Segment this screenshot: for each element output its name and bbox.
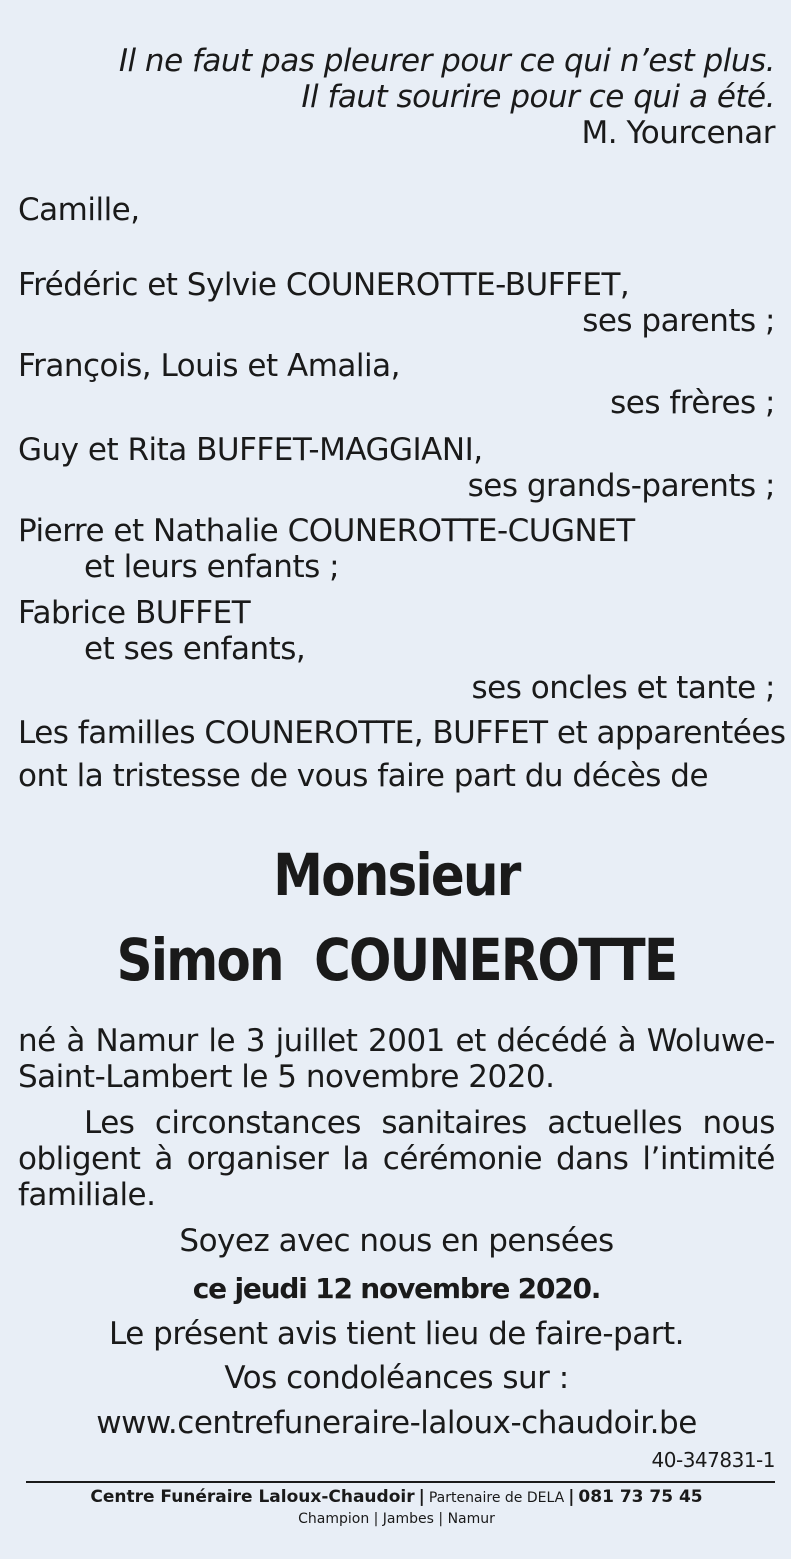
- birth-word: juillet: [275, 1023, 358, 1059]
- circumstances-line-2: [18, 1140, 775, 1178]
- birth-word: le: [208, 1023, 236, 1059]
- circumstances-line-3: familiale.: [18, 1177, 156, 1213]
- circumstances-word: à: [154, 1141, 173, 1177]
- family-uncles-relation: ses oncles et tante ;: [471, 670, 775, 706]
- quote-line-2: Il faut sourire pour ce qui a été.: [301, 79, 775, 115]
- circumstances-word: circonstances: [154, 1105, 361, 1141]
- birth-line-1: [18, 1022, 775, 1060]
- circumstances-word: cérémonie: [382, 1141, 543, 1177]
- quote-line-1: Il ne faut pas pleurer pour ce qui n’est plus.: [118, 43, 775, 79]
- circumstances-word: obligent: [18, 1141, 141, 1177]
- circumstances-word: actuelles: [547, 1105, 683, 1141]
- deceased-title: Monsieur: [273, 841, 520, 909]
- circumstances-word: la: [342, 1141, 369, 1177]
- birth-word: Namur: [95, 1023, 198, 1059]
- family-grandparents-names: Guy et Rita BUFFET-MAGGIANI,: [18, 432, 483, 468]
- birth-word: né: [18, 1023, 56, 1059]
- family-uncle2-names: Fabrice BUFFET: [18, 595, 251, 631]
- quote-author: M. Yourcenar: [581, 115, 775, 151]
- birth-word: 2001: [368, 1023, 445, 1059]
- birth-line-2: Saint-Lambert le 5 novembre 2020.: [18, 1059, 555, 1095]
- birth-word: Woluwe-: [646, 1023, 775, 1059]
- circumstances-line-1: [84, 1104, 775, 1142]
- birth-word: et: [455, 1023, 486, 1059]
- footer-divider: [26, 1481, 775, 1483]
- website-link[interactable]: www.centrefuneraire-laloux-chaudoir.be: [96, 1405, 697, 1441]
- footer-separator: |: [418, 1487, 425, 1507]
- footer-separator: |: [568, 1487, 575, 1507]
- footer-company: Centre Funéraire Laloux-Chaudoir: [90, 1487, 415, 1507]
- notice-text: Le présent avis tient lieu de faire-part.: [109, 1316, 684, 1352]
- reference-number: 40-347831-1: [651, 1448, 775, 1472]
- condolences-label: Vos condoléances sur :: [224, 1360, 569, 1396]
- family-brothers-relation: ses frères ;: [610, 385, 775, 421]
- footer-phone: 081 73 75 45: [578, 1487, 703, 1507]
- family-parents-names: Frédéric et Sylvie COUNEROTTE-BUFFET,: [18, 267, 630, 303]
- circumstances-word: sanitaires: [381, 1105, 527, 1141]
- birth-word: à: [66, 1023, 85, 1059]
- family-families: Les familles COUNEROTTE, BUFFET et apparentées: [18, 715, 786, 751]
- deceased-name: Simon COUNEROTTE: [116, 926, 677, 994]
- footer-company-line: [18, 1486, 775, 1509]
- family-uncle1-names: Pierre et Nathalie COUNEROTTE-CUGNET: [18, 513, 635, 549]
- ceremony-date: ce jeudi 12 novembre 2020.: [192, 1272, 601, 1305]
- family-camille: Camille,: [18, 192, 140, 228]
- thoughts-text: Soyez avec nous en pensées: [179, 1223, 614, 1259]
- family-announcement: ont la tristesse de vous faire part du décès de: [18, 758, 709, 794]
- circumstances-word: l’intimité: [642, 1141, 775, 1177]
- family-brothers-names: François, Louis et Amalia,: [18, 348, 400, 384]
- birth-word: décédé: [496, 1023, 608, 1059]
- family-uncle1-children: et leurs enfants ;: [84, 549, 340, 585]
- family-parents-relation: ses parents ;: [582, 303, 775, 339]
- family-uncle2-children: et ses enfants,: [84, 631, 306, 667]
- circumstances-word: Les: [84, 1105, 135, 1141]
- circumstances-word: organiser: [186, 1141, 329, 1177]
- footer-locations: Champion | Jambes | Namur: [298, 1511, 495, 1527]
- birth-word: à: [617, 1023, 637, 1059]
- circumstances-word: nous: [702, 1105, 775, 1141]
- obituary-notice: [18, 0, 786, 1559]
- family-grandparents-relation: ses grands-parents ;: [467, 468, 775, 504]
- footer-partner: Partenaire de DELA: [428, 1490, 565, 1506]
- birth-word: 3: [245, 1023, 265, 1059]
- circumstances-word: dans: [555, 1141, 629, 1177]
